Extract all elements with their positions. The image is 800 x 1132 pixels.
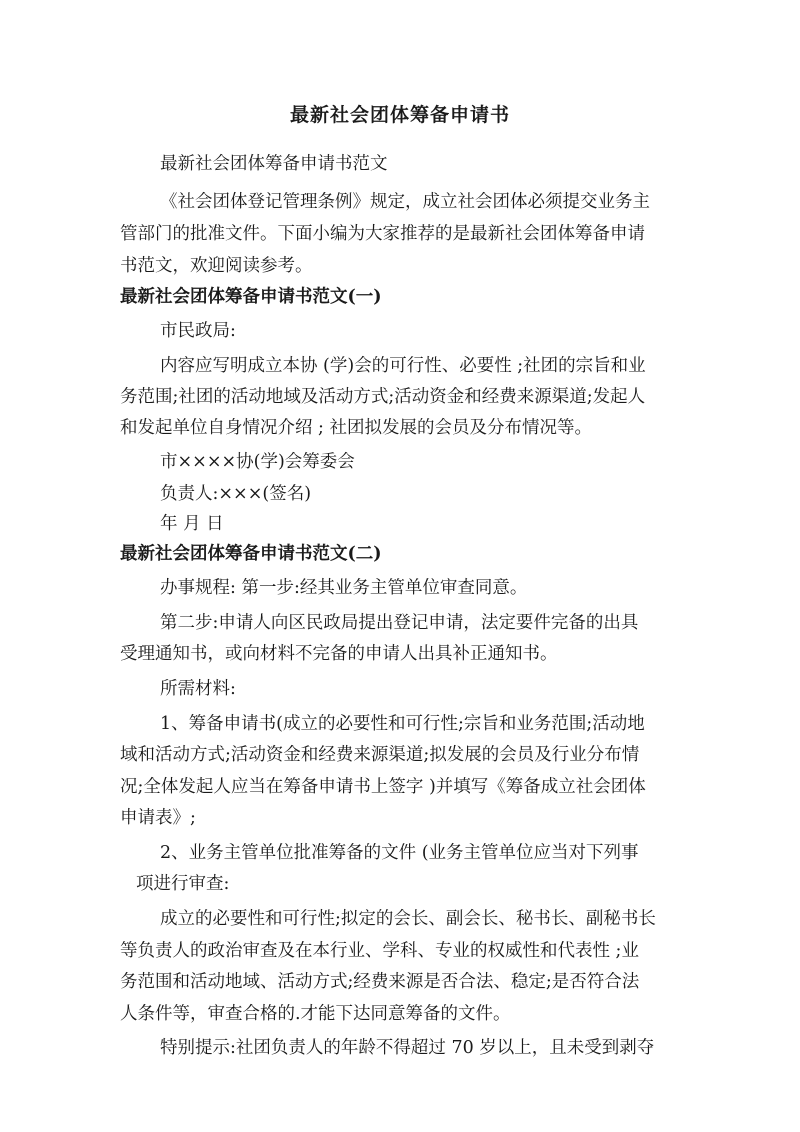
paragraph-line: 《社会团体登记管理条例》规定，成立社会团体必须提交业务主 — [160, 192, 650, 212]
paragraph-line: 受理通知书，或向材料不完备的申请人出具补正通知书。 — [120, 644, 558, 664]
paragraph-line: 管部门的批准文件。下面小编为大家推荐的是最新社会团体筹备申请 — [120, 224, 645, 244]
section-heading: 最新社会团体筹备申请书范文(一) — [120, 287, 382, 307]
paragraph-line: 第二步:申请人向区民政局提出登记申请，法定要件完备的出具 — [160, 613, 639, 633]
paragraph-line: 市民政局: — [160, 321, 236, 341]
paragraph-line: 域和活动方式;活动资金和经费来源渠道;拟发展的会员及行业分布情 — [120, 745, 640, 765]
paragraph-line: 成立的必要性和可行性;拟定的会长、副会长、秘书长、副秘书长 — [160, 909, 656, 929]
paragraph-line: 况;全体发起人应当在筹备申请书上签字 )并填写《筹备成立社会团体 — [120, 777, 646, 797]
document-title: 最新社会团体筹备申请书 — [289, 104, 510, 126]
paragraph-line: 2、业务主管单位批准筹备的文件 (业务主管单位应当对下列事 — [160, 843, 639, 863]
paragraph-line: 人条件等，审查合格的.才能下达同意筹备的文件。 — [120, 1004, 511, 1024]
paragraph-line: 办事规程: 第一步:经其业务主管单位审查同意。 — [160, 578, 528, 598]
paragraph-line: 负责人:×××(签名) — [160, 484, 312, 504]
subtitle-line: 最新社会团体筹备申请书范文 — [160, 154, 388, 174]
paragraph-line: 书范文，欢迎阅读参考。 — [120, 256, 313, 276]
paragraph-line: 和发起单位自身情况介绍 ; 社团拟发展的会员及分布情况等。 — [120, 418, 593, 438]
paragraph-line: 等负责人的政治审查及在本行业、学科、专业的权威性和代表性 ;业 — [120, 941, 639, 961]
paragraph-line: 务范围和活动地域、活动方式;经费来源是否合法、稳定;是否符合法 — [120, 972, 640, 992]
paragraph-line: 1、筹备申请书(成立的必要性和可行性;宗旨和业务范围;活动地 — [160, 714, 645, 734]
paragraph-line: 特别提示:社团负责人的年龄不得超过 70 岁以上，且未受到剥夺 — [160, 1038, 655, 1058]
paragraph-line: 内容应写明成立本协 (学)会的可行性、必要性 ;社团的宗旨和业 — [160, 356, 646, 376]
paragraph-line: 年 月 日 — [160, 514, 224, 534]
paragraph-line: 申请表》; — [120, 808, 196, 828]
paragraph-line: 市××××协(学)会筹委会 — [160, 452, 355, 472]
paragraph-line: 务范围;社团的活动地域及活动方式;活动资金和经费来源渠道;发起人 — [120, 387, 646, 407]
section-heading: 最新社会团体筹备申请书范文(二) — [120, 544, 382, 564]
paragraph-line: 所需材料: — [160, 679, 236, 699]
paragraph-line: 项进行审查: — [136, 874, 230, 894]
